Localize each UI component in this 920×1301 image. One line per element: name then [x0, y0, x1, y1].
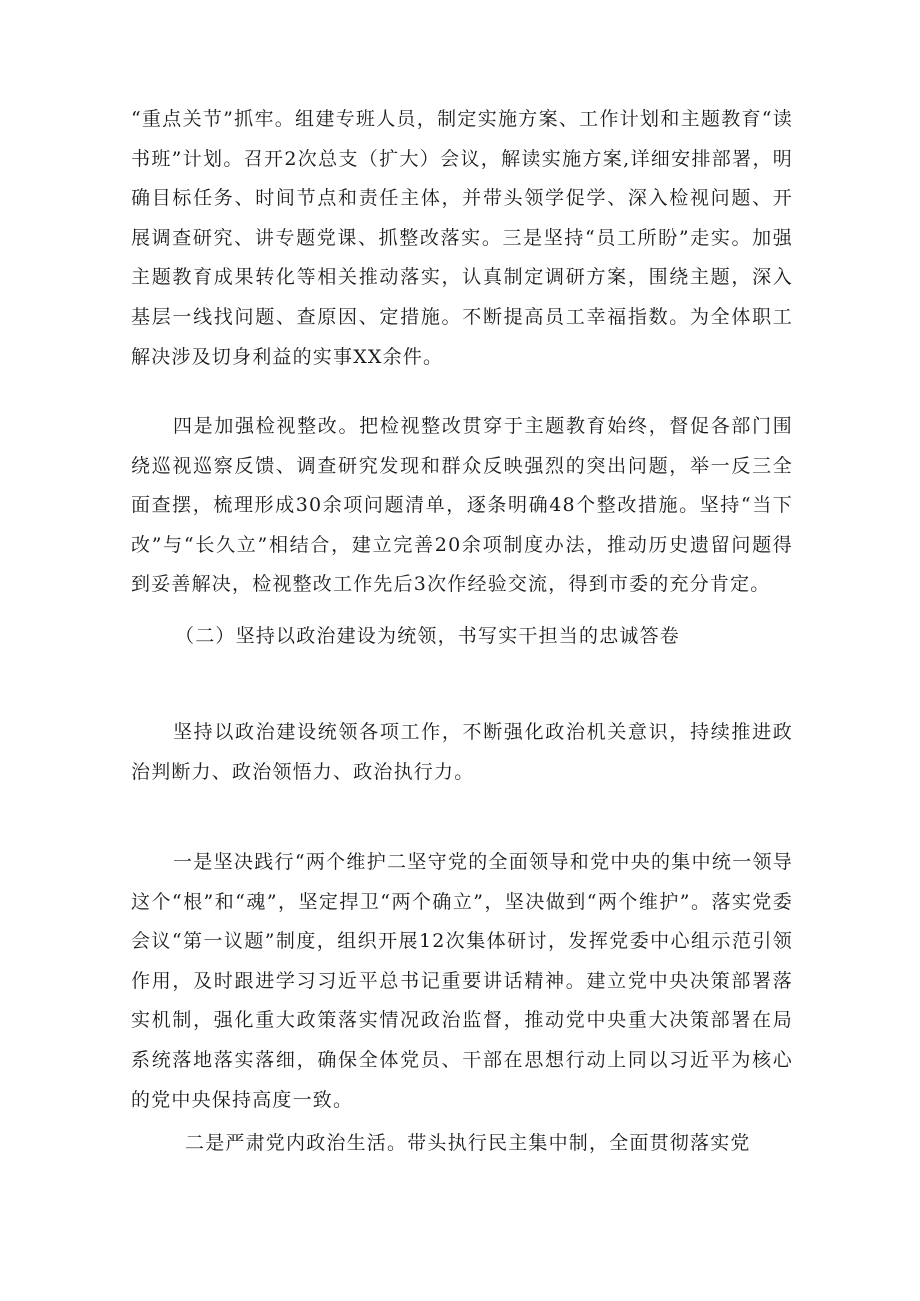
body-paragraph: “重点关节”抓牢。组建专班人员，制定实施方案、工作计划和主题教育“读书班”计划。召开2次总支（扩大）会议，解读实施方案,详细安排部署，明确目标任务、时间节点和责任主体，并带头领学促学、深入检视问题、开展调查研究、讲专题党课、抓整改落实。三是坚持“员工所盼”走实。加强主题教育成果转化等相关推动落实，认真制定调研方案，围绕主题，深入基层一线找问题、查原因、定措施。不断提高员工幸福指数。为全体职工解决涉及切身利益的实事XX余件。 — [131, 108, 793, 368]
section-heading: （二）坚持以政治建设为统领，书写实干担当的忠诚答卷 — [175, 625, 681, 647]
body-paragraph: 一是坚决践行“两个维护二坚守党的全面领导和党中央的集中统一领导这个“根”和“魂”，坚定捍卫“两个确立”，坚决做到“两个维护”。落实党委会议“第一议题”制度，组织开展12次集体研讨，发挥党委中心组示范引领作用，及时跟进学习习近平总书记重要讲话精神。建立党中央决策部署落实机制，强化重大政策落实情况政治监督，推动党中央重大决策部署在局系统落地落实落细，确保全体党员、干部在思想行动上同以习近平为核心的党中央保持高度一致。 — [131, 851, 793, 1111]
body-paragraph: 坚持以政治建设统领各项工作，不断强化政治机关意识，持续推进政治判断力、政治领悟力、政治执行力。 — [131, 721, 793, 783]
body-paragraph: 四是加强检视整改。把检视整改贯穿于主题教育始终，督促各部门围绕巡视巡察反馈、调查研究发现和群众反映强烈的突出问题，举一反三全面查摆，梳理形成30余项问题清单，逐条明确48个整改措施。坚持“当下改”与“长久立”相结合，建立完善20余项制度办法，推动历史遗留问题得到妥善解决，检视整改工作先后3次作经验交流，得到市委的充分肯定。 — [131, 415, 793, 596]
body-paragraph: 二是严肃党内政治生活。带头执行民主集中制，全面贯彻落实党 — [185, 1132, 751, 1154]
